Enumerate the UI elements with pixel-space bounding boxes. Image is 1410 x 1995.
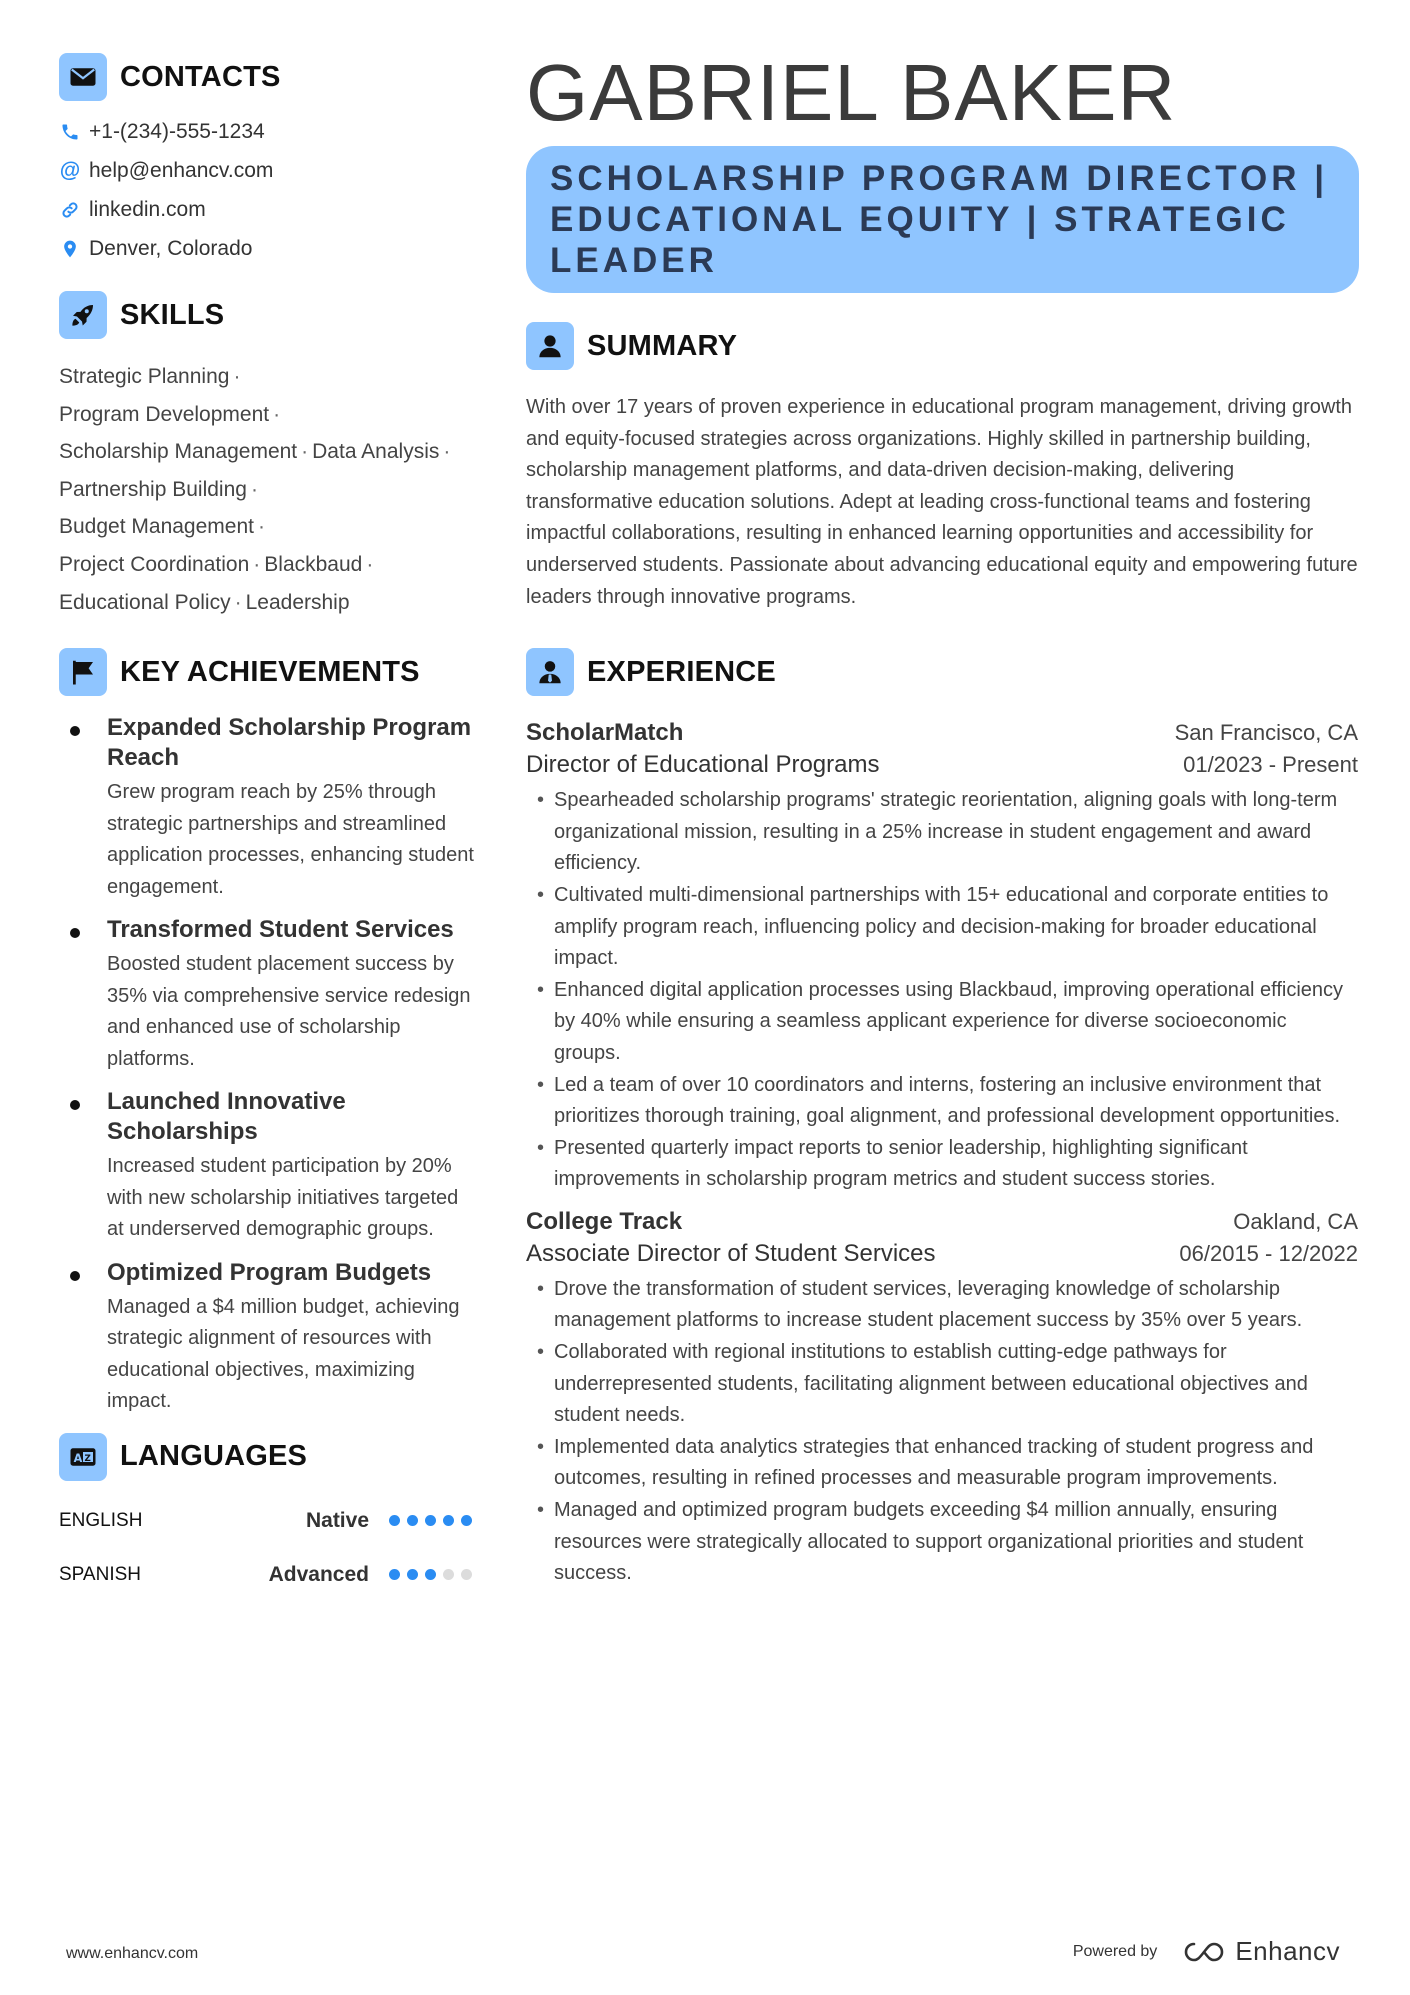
achievements-title: KEY ACHIEVEMENTS — [120, 655, 420, 688]
job-bullet: • Enhanced digital application processes using Blackbaud, improving operational efficiency by 40% while ensuring a seamless applicant experience for diverse socioeconomic groups. — [526, 975, 1358, 1070]
contacts-title: CONTACTS — [120, 60, 281, 93]
job-bullet: • Managed and optimized program budgets exceeding $4 million annually, ensuring resources were strategically allocated to support organizational priorities and student success. — [526, 1495, 1358, 1590]
language-level: Native — [305, 1508, 369, 1532]
job-role: Director of Educational Programs — [526, 751, 880, 779]
at-icon: @ — [59, 158, 81, 182]
languages-title: LANGUAGES — [120, 1440, 308, 1473]
rocket-icon — [59, 291, 107, 339]
language-icon — [59, 1433, 107, 1481]
language-row — [59, 1548, 479, 1602]
skill-item: Blackbaud — [264, 552, 363, 576]
experience-header — [526, 647, 1358, 697]
summary-text: With over 17 years of proven experience in educational program management, driving growth and equity-focused strategies across organizations. Highly skilled in partnership building, scholarship management platforms, and data-driven decision-making, delivering transformative education solutions. Adept at leading cross-functional teams and fostering impactful collaborations, resulting in enhanced learning opportunities and accessibility for underserved students. Passionate about advancing educational equity and empowering future leaders through innovative programs. — [526, 396, 1358, 608]
skill-item: Strategic Planning — [59, 365, 230, 388]
job-bullet: • Spearheaded scholarship programs' strategic reorientation, aligning goals with long-term organizational mission, resulting in a 25% increase in student engagement and award efficiency. — [526, 785, 1358, 880]
achievement-desc: Increased student participation by 20% with new scholarship initiatives targeted at underserved demographic groups. — [107, 1155, 459, 1241]
job-dates: 01/2023 - Present — [1183, 752, 1358, 778]
skill-line: Partnership Building · — [59, 477, 258, 501]
job-location: Oakland, CA — [1233, 1208, 1358, 1234]
left-column — [59, 52, 479, 1602]
bullet-dot — [70, 928, 80, 938]
svg-text:A: A — [73, 1451, 83, 1465]
skill-line: Scholarship Management · Data Analysis · — [59, 440, 451, 464]
job-header-row — [526, 1208, 1358, 1236]
job-bullets — [526, 1274, 1358, 1590]
job-bullet: • Led a team of over 10 coordinators and interns, fostering an inclusive environment that prioritizes thorough training, goal alignment, and professional development opportunities. — [526, 1070, 1358, 1133]
job-entry — [526, 1208, 1358, 1590]
skill-line: Educational Policy · Leadership — [59, 590, 350, 614]
job-bullet: • Drove the transformation of student services, leveraging knowledge of scholarship management platforms to increase student placement success by 35% over 5 years. — [526, 1274, 1358, 1337]
user-icon — [526, 322, 574, 370]
skills-title: SKILLS — [120, 298, 225, 331]
contacts-header — [59, 52, 479, 102]
rating-dot-empty — [461, 1569, 472, 1580]
achievement-item — [59, 915, 479, 1075]
achievement-desc: Boosted student placement success by 35% via comprehensive service redesign and enhanced use of scholarship platforms. — [107, 953, 471, 1070]
job-location: San Francisco, CA — [1174, 720, 1358, 746]
phone-icon — [59, 121, 81, 143]
experience-title: EXPERIENCE — [587, 655, 776, 688]
skill-item: Partnership Building — [59, 477, 247, 501]
contact-location — [59, 229, 479, 268]
contact-linkedin-text: linkedin.com — [89, 197, 206, 221]
contact-phone-text: +1-(234)-555-1234 — [89, 119, 265, 143]
skill-item: Scholarship Management — [59, 440, 298, 464]
brand-logo — [1181, 1936, 1340, 1967]
map-pin-icon — [59, 238, 81, 260]
job-bullet: • Implemented data analytics strategies that enhanced tracking of student progress and outcomes, resulting in refined processes and measurable program improvements. — [526, 1432, 1358, 1495]
job-bullets — [526, 785, 1358, 1196]
rating-dot-filled — [443, 1515, 454, 1526]
achievement-desc: Managed a $4 million budget, achieving strategic alignment of resources with educational objectives, maximizing impact. — [107, 1295, 460, 1413]
skill-line: Project Coordination · Blackbaud · — [59, 552, 374, 576]
rating-dot-filled — [425, 1569, 436, 1580]
flag-icon — [59, 648, 107, 696]
bullet-dot — [70, 1271, 80, 1281]
bullet-dot — [70, 726, 80, 736]
achievement-item — [59, 1087, 479, 1246]
headline-banner: SCHOLARSHIP PROGRAM DIRECTOR | EDUCATIONAL EQUITY | STRATEGIC LEADER — [526, 146, 1359, 293]
achievement-title: Launched Innovative Scholarships — [107, 1088, 346, 1146]
envelope-icon — [59, 53, 107, 101]
job-role-row — [526, 1240, 1358, 1268]
summary-header — [526, 321, 1358, 371]
rating-dot-filled — [425, 1515, 436, 1526]
powered-by-text: Powered by — [1072, 1942, 1158, 1960]
link-icon — [59, 199, 81, 221]
languages-header — [59, 1432, 479, 1482]
skill-item: Budget Management — [59, 515, 254, 539]
language-name: SPANISH — [59, 1563, 142, 1585]
rating-dot-empty — [443, 1569, 454, 1580]
skill-line: Program Development · — [59, 402, 281, 426]
svg-text:Z: Z — [84, 1453, 91, 1464]
candidate-name: GABRIEL BAKER — [526, 48, 1177, 137]
skill-item: Leadership — [245, 590, 350, 614]
contact-linkedin[interactable] — [59, 190, 479, 229]
rating-dot-filled — [407, 1515, 418, 1526]
language-level: Advanced — [268, 1562, 369, 1586]
contact-email[interactable] — [59, 151, 479, 190]
achievement-title: Expanded Scholarship Program Reach — [107, 714, 472, 772]
achievement-title: Transformed Student Services — [107, 916, 454, 944]
job-entry — [526, 719, 1358, 1196]
achievements-list — [59, 713, 479, 1418]
achievements-header — [59, 647, 479, 697]
skill-line: Strategic Planning · — [59, 365, 241, 388]
job-bullet: • Collaborated with regional institutions to establish cutting-edge pathways for underrepresented students, facilitating alignment between educational objectives and student needs. — [526, 1337, 1358, 1432]
achievement-item — [59, 1258, 479, 1418]
job-company: College Track — [526, 1207, 683, 1235]
job-role: Associate Director of Student Services — [526, 1239, 936, 1267]
language-rating — [389, 1569, 479, 1580]
skill-item: Project Coordination — [59, 552, 250, 576]
job-dates: 06/2015 - 12/2022 — [1179, 1240, 1358, 1266]
rating-dot-filled — [389, 1515, 400, 1526]
contact-email-text: help@enhancv.com — [89, 158, 274, 182]
footer-branding[interactable] — [1073, 1936, 1340, 1967]
job-bullet: • Cultivated multi-dimensional partnerships with 15+ educational and corporate entities to amplify program reach, influencing policy and decision-making for broader educational impact. — [526, 880, 1358, 975]
job-header-row — [526, 719, 1358, 747]
contact-location-text: Denver, Colorado — [89, 236, 253, 260]
language-rating — [389, 1515, 479, 1526]
language-row — [59, 1494, 479, 1548]
language-name: ENGLISH — [59, 1509, 143, 1531]
brand-name: Enhancv — [1235, 1936, 1340, 1966]
contact-phone[interactable] — [59, 112, 479, 151]
achievement-item — [59, 713, 479, 903]
skill-line: Budget Management · — [59, 515, 265, 539]
job-bullet: • Presented quarterly impact reports to senior leadership, highlighting significant improvements in scholarship program metrics and student success stories. — [526, 1133, 1358, 1196]
right-column — [526, 50, 1358, 1590]
rating-dot-filled — [407, 1569, 418, 1580]
languages-list — [59, 1494, 479, 1602]
skills-list — [59, 358, 479, 621]
skill-item: Data Analysis — [312, 440, 440, 464]
skill-item: Educational Policy — [59, 590, 231, 614]
footer-website[interactable]: www.enhancv.com — [66, 1945, 199, 1962]
job-role-row — [526, 751, 1358, 779]
skill-item: Program Development — [59, 402, 270, 426]
achievement-title: Optimized Program Budgets — [107, 1258, 432, 1286]
enhancv-logo-icon — [1181, 1939, 1227, 1965]
rating-dot-filled — [389, 1569, 400, 1580]
summary-title: SUMMARY — [587, 329, 738, 362]
achievement-desc: Grew program reach by 25% through strategic partnerships and streamlined application processes, enhancing student engagement. — [107, 781, 474, 898]
rating-dot-filled — [461, 1515, 472, 1526]
bullet-dot — [70, 1100, 80, 1110]
skills-header — [59, 290, 479, 340]
job-company: ScholarMatch — [526, 719, 684, 747]
briefcase-user-icon — [526, 648, 574, 696]
contacts-list — [59, 112, 479, 268]
